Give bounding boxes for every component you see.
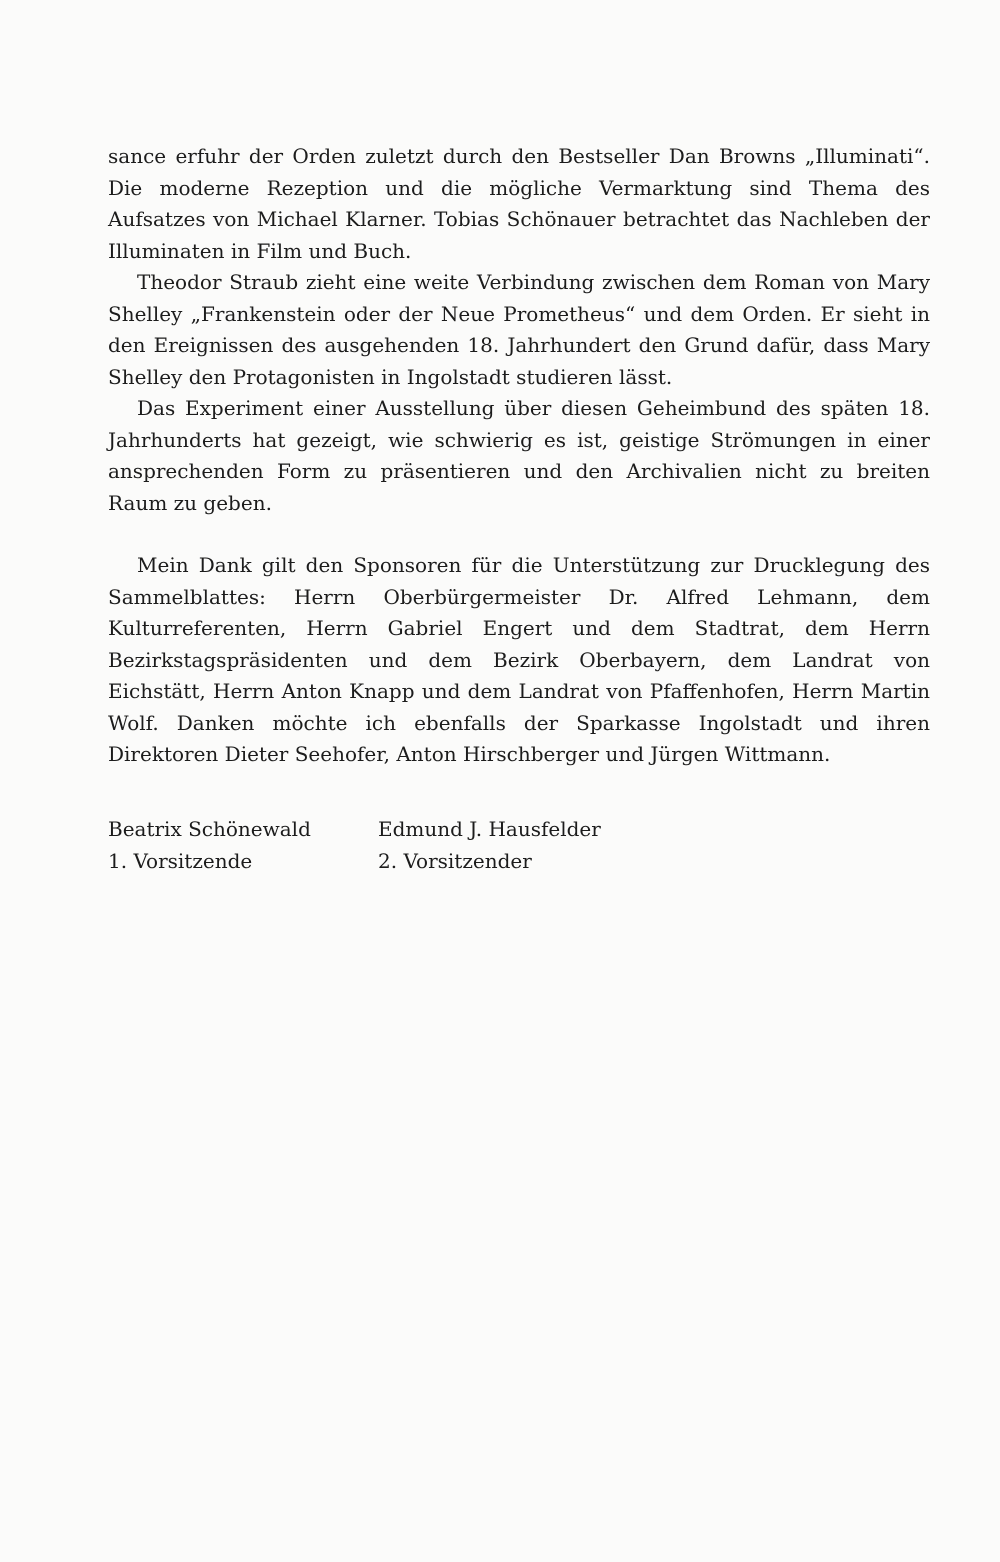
signature-right xyxy=(378,814,601,877)
paragraph-frankenstein: Theodor Straub zieht eine weite Verbindung zwischen dem Roman von Mary Shelley „Frankenstein oder der Neue Prometheus“ und dem Orden. Er sieht in den Ereignissen des ausgehenden 18. Jahrhundert den Grund dafür, dass Mary Shelley den Protagonisten in Ingolstadt studieren lässt. xyxy=(108,270,930,389)
signature-left-name: Beatrix Schönewald xyxy=(108,817,311,841)
paragraph-acknowledgements: Mein Dank gilt den Sponsoren für die Unterstützung zur Drucklegung des Sammelblattes: Herrn Oberbürgermeister Dr. Alfred Lehmann, dem Kulturreferenten, Herrn Gabriel Engert und dem Stadtrat, dem Herrn Bezirkstagspräsidenten und dem Bezirk Oberbayern, dem Landrat von Eichstätt, Herrn Anton Knapp und dem Landrat von Pfaffenhofen, Herrn Martin Wolf. Danken möchte ich ebenfalls der Sparkasse Ingolstadt und ihren Direktoren Dieter Seehofer, Anton Hirschberger und Jürgen Wittmann. xyxy=(108,553,930,766)
body-text xyxy=(108,141,930,771)
signature-right-name: Edmund J. Hausfelder xyxy=(378,817,601,841)
paragraph-illuminati-reception: sance erfuhr der Orden zuletzt durch den Bestseller Dan Browns „Illuminati“. Die moderne Rezeption und die mögliche Vermarktung sind Thema des Aufsatzes von Michael Klarner. Tobias Schönauer betrachtet das Nachleben der Illuminaten in Film und Buch. xyxy=(108,144,930,263)
paragraph-exhibition: Das Experiment einer Ausstellung über diesen Geheimbund des späten 18. Jahrhunderts hat gezeigt, wie schwierig es ist, geistige Strömungen in einer ansprechenden Form zu präsentieren und den Archivalien nicht zu breiten Raum zu geben. xyxy=(108,396,930,515)
signature-left-role: 1. Vorsitzende xyxy=(108,848,253,873)
signature-right-role: 2. Vorsitzender xyxy=(378,848,532,873)
signature-left xyxy=(108,814,311,877)
